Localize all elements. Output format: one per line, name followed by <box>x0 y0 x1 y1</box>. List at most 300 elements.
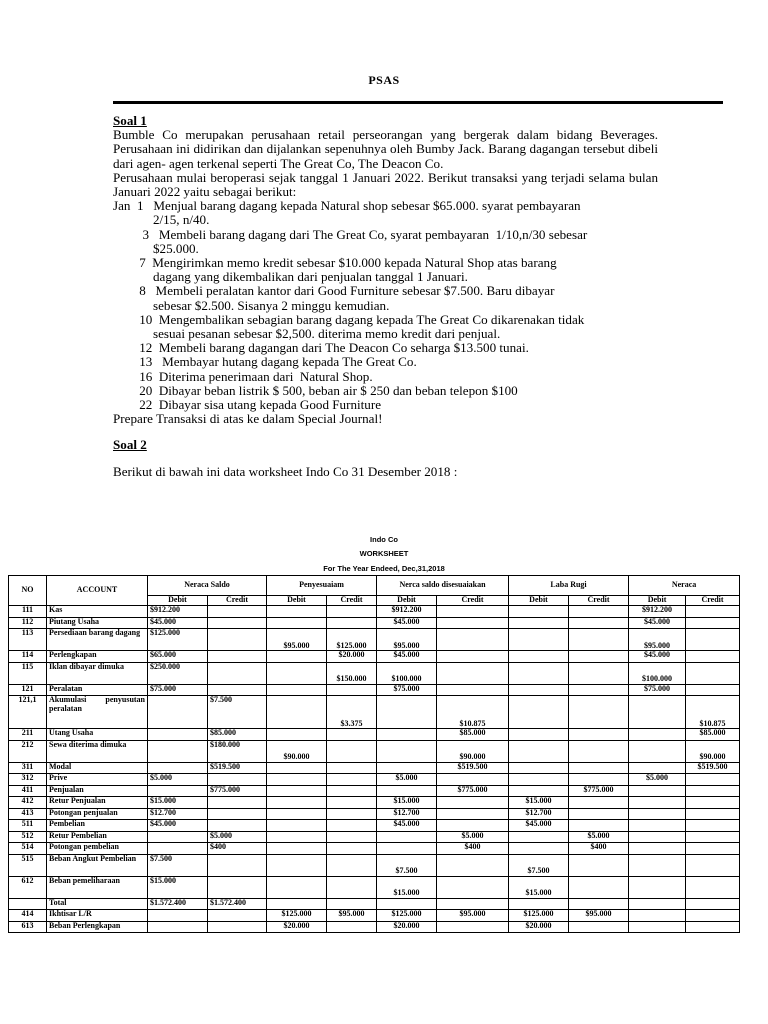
cell-amount <box>686 854 740 876</box>
cell-amount <box>327 876 377 898</box>
worksheet-row <box>9 684 740 696</box>
cell-amount <box>267 774 327 786</box>
cell-amount: $20.000 <box>377 921 437 933</box>
cell-amount <box>208 774 267 786</box>
cell-amount: $65.000 <box>148 651 208 663</box>
cell-amount <box>509 629 569 651</box>
cell-no: 312 <box>9 774 47 786</box>
cell-account: Beban Perlengkapan <box>47 921 148 933</box>
cell-amount: $125.000 <box>509 910 569 922</box>
cell-amount: $15.000 <box>148 876 208 898</box>
cell-amount <box>686 910 740 922</box>
cell-amount <box>327 820 377 832</box>
transaction-line: 22 Dibayar sisa utang kepada Good Furniture <box>113 397 381 413</box>
cell-amount <box>148 696 208 729</box>
cell-amount <box>267 831 327 843</box>
transaction-line: 13 Membayar hutang dagang kepada The Great Co. <box>113 354 417 370</box>
cell-amount <box>208 651 267 663</box>
cell-amount <box>267 696 327 729</box>
worksheet-name: WORKSHEET <box>359 549 409 558</box>
cell-amount <box>327 729 377 741</box>
cell-amount: $1.572.400 <box>208 898 267 910</box>
cell-amount: $7.500 <box>509 854 569 876</box>
worksheet-row <box>9 831 740 843</box>
cell-amount: $7.500 <box>148 854 208 876</box>
cell-no: 112 <box>9 617 47 629</box>
cell-amount <box>686 785 740 797</box>
header-credit: Credit <box>327 596 377 606</box>
worksheet-row <box>9 729 740 741</box>
cell-account: Penjualan <box>47 785 148 797</box>
cell-amount: $85.000 <box>437 729 509 741</box>
cell-amount <box>208 820 267 832</box>
header-debit: Debit <box>148 596 208 606</box>
cell-amount <box>327 843 377 855</box>
cell-amount: $519.500 <box>208 762 267 774</box>
cell-amount <box>327 762 377 774</box>
cell-amount <box>327 785 377 797</box>
cell-amount: $125.000 <box>148 629 208 651</box>
cell-account: Beban pemeliharaan <box>47 876 148 898</box>
cell-amount <box>509 898 569 910</box>
cell-amount <box>377 785 437 797</box>
cell-amount <box>148 843 208 855</box>
cell-amount: $125.000 <box>327 629 377 651</box>
cell-amount <box>208 797 267 809</box>
cell-amount <box>509 740 569 762</box>
cell-amount <box>327 854 377 876</box>
cell-amount <box>629 921 686 933</box>
cell-amount: $775.000 <box>208 785 267 797</box>
cell-amount <box>267 651 327 663</box>
worksheet-row <box>9 629 740 651</box>
cell-amount <box>509 762 569 774</box>
cell-amount <box>686 808 740 820</box>
cell-account: Utang Usaha <box>47 729 148 741</box>
cell-account: Potongan penjualan <box>47 808 148 820</box>
cell-no: 212 <box>9 740 47 762</box>
cell-amount <box>208 808 267 820</box>
cell-amount <box>629 729 686 741</box>
cell-amount <box>437 606 509 618</box>
header-debit: Debit <box>629 596 686 606</box>
cell-amount: $3.375 <box>327 696 377 729</box>
transaction-line: 20 Dibayar beban listrik $ 500, beban air $ 250 dan beban telepon $100 <box>113 382 518 398</box>
cell-amount: $180.000 <box>208 740 267 762</box>
transaction-line: 3 Membeli barang dagang dari The Great Co, syarat pembayaran 1/10,n/30 sebesar <box>113 226 588 242</box>
cell-amount <box>267 606 327 618</box>
cell-no: 413 <box>9 808 47 820</box>
transaction-line: 10 Mengembalikan sebagian barang dagang kepada The Great Co dikarenakan tidak <box>113 311 585 327</box>
cell-amount <box>377 831 437 843</box>
cell-amount <box>569 651 629 663</box>
cell-no: 412 <box>9 797 47 809</box>
soal1-heading: Soal 1 <box>113 113 147 128</box>
cell-amount <box>509 831 569 843</box>
cell-amount <box>267 843 327 855</box>
cell-account: Potongan pembelian <box>47 843 148 855</box>
header-group: Neraca Saldo <box>148 576 267 596</box>
cell-amount: $45.000 <box>377 617 437 629</box>
soal1-para1: Bumble Co merupakan perusahaan retail perseorangan yang bergerak dalam bidang Beverages. Perusahaan ini didirikan dan dijalankan sepenuhnya oleh Bumby Jack. Barang dagangan tersebut dibeli dari agen- agen terkenal seperti The Great Co, The Deacon Co. <box>113 127 658 171</box>
cell-account: Peralatan <box>47 684 148 696</box>
worksheet-period: For The Year Endeed, Dec,31,2018 <box>323 564 445 573</box>
cell-amount <box>509 651 569 663</box>
cell-account: Akumulasi penyusutan peralatan <box>47 696 148 729</box>
cell-amount <box>327 797 377 809</box>
cell-no: 121 <box>9 684 47 696</box>
transaction-line: Jan 1 Menjual barang dagang kepada Natural shop sebesar $65.000. syarat pembayaran <box>113 198 581 214</box>
cell-amount <box>569 729 629 741</box>
cell-amount <box>148 831 208 843</box>
cell-no: 211 <box>9 729 47 741</box>
cell-no: 114 <box>9 651 47 663</box>
cell-amount: $5.000 <box>629 774 686 786</box>
cell-no: 511 <box>9 820 47 832</box>
cell-amount <box>686 820 740 832</box>
cell-account: Beban Angkut Pembelian <box>47 854 148 876</box>
cell-no: 612 <box>9 876 47 898</box>
cell-amount <box>208 921 267 933</box>
header-credit: Credit <box>437 596 509 606</box>
cell-amount: $20.000 <box>267 921 327 933</box>
cell-amount <box>208 606 267 618</box>
cell-amount <box>437 774 509 786</box>
cell-amount: $912.200 <box>377 606 437 618</box>
worksheet-row <box>9 762 740 774</box>
header-debit: Debit <box>509 596 569 606</box>
cell-amount <box>437 797 509 809</box>
cell-amount: $95.000 <box>327 910 377 922</box>
cell-amount: $10.875 <box>437 696 509 729</box>
cell-amount <box>267 617 327 629</box>
cell-amount <box>377 740 437 762</box>
cell-amount: $250.000 <box>148 662 208 684</box>
header-group: Laba Rugi <box>509 576 629 596</box>
header-group: Nerca saldo disesuaiakan <box>377 576 509 596</box>
cell-amount: $12.700 <box>377 808 437 820</box>
cell-account: Retur Pembelian <box>47 831 148 843</box>
worksheet-row <box>9 876 740 898</box>
worksheet-company: Indo Co <box>370 535 398 544</box>
cell-amount <box>437 876 509 898</box>
cell-amount: $7.500 <box>208 696 267 729</box>
cell-amount <box>208 662 267 684</box>
cell-no: 515 <box>9 854 47 876</box>
cell-amount: $400 <box>437 843 509 855</box>
header-credit: Credit <box>569 596 629 606</box>
cell-amount <box>377 762 437 774</box>
cell-amount: $95.000 <box>267 629 327 651</box>
cell-amount <box>686 921 740 933</box>
cell-amount: $75.000 <box>148 684 208 696</box>
cell-no: 512 <box>9 831 47 843</box>
cell-amount: $45.000 <box>148 820 208 832</box>
soal1-closing: Prepare Transaksi di atas ke dalam Special Journal! <box>113 411 383 427</box>
cell-account: Total <box>47 898 148 910</box>
cell-amount <box>208 876 267 898</box>
cell-amount <box>509 696 569 729</box>
cell-amount: $15.000 <box>509 797 569 809</box>
transaction-line: 16 Diterima penerimaan dari Natural Shop. <box>113 368 373 384</box>
cell-amount <box>686 898 740 910</box>
worksheet-row <box>9 898 740 910</box>
worksheet-row <box>9 843 740 855</box>
cell-amount <box>208 854 267 876</box>
cell-amount <box>509 662 569 684</box>
worksheet-row <box>9 740 740 762</box>
cell-amount <box>267 785 327 797</box>
cell-amount: $10.875 <box>686 696 740 729</box>
cell-amount <box>629 854 686 876</box>
cell-amount: $519.500 <box>437 762 509 774</box>
cell-amount <box>437 617 509 629</box>
cell-amount: $90.000 <box>437 740 509 762</box>
cell-amount: $45.000 <box>629 617 686 629</box>
cell-amount <box>686 684 740 696</box>
cell-amount: $90.000 <box>686 740 740 762</box>
cell-amount: $100.000 <box>377 662 437 684</box>
cell-amount <box>327 831 377 843</box>
cell-amount <box>267 662 327 684</box>
header-credit: Credit <box>208 596 267 606</box>
cell-amount: $15.000 <box>377 876 437 898</box>
soal2-heading: Soal 2 <box>113 437 147 453</box>
cell-amount <box>629 740 686 762</box>
cell-amount: $150.000 <box>327 662 377 684</box>
cell-account: Retur Penjualan <box>47 797 148 809</box>
cell-amount <box>327 617 377 629</box>
cell-no <box>9 898 47 910</box>
cell-amount <box>569 921 629 933</box>
title-divider <box>113 101 723 104</box>
cell-amount <box>569 617 629 629</box>
cell-amount: $15.000 <box>377 797 437 809</box>
cell-no: 311 <box>9 762 47 774</box>
cell-amount <box>629 808 686 820</box>
cell-amount <box>267 876 327 898</box>
cell-amount <box>437 854 509 876</box>
cell-no: 613 <box>9 921 47 933</box>
cell-amount <box>377 729 437 741</box>
cell-amount <box>327 898 377 910</box>
cell-amount: $15.000 <box>509 876 569 898</box>
worksheet-row <box>9 910 740 922</box>
cell-amount: $45.000 <box>509 820 569 832</box>
worksheet-row <box>9 854 740 876</box>
cell-amount <box>208 617 267 629</box>
cell-amount <box>437 820 509 832</box>
soal2-intro: Berikut di bawah ini data worksheet Indo Co 31 Desember 2018 : <box>113 463 458 479</box>
cell-account: Kas <box>47 606 148 618</box>
cell-amount <box>208 629 267 651</box>
cell-account: Sewa diterima dimuka <box>47 740 148 762</box>
cell-amount: $912.200 <box>148 606 208 618</box>
cell-amount: $5.000 <box>377 774 437 786</box>
transaction-line: 8 Membeli peralatan kantor dari Good Furniture sebesar $7.500. Baru dibayar <box>113 283 555 299</box>
cell-amount <box>437 662 509 684</box>
soal1-para2: Perusahaan mulai beroperasi sejak tanggal 1 Januari 2022. Berikut transaksi yang terjadi selama bulan Januari 2022 yaitu sebagai berikut: <box>113 169 658 200</box>
cell-no: 121,1 <box>9 696 47 729</box>
cell-account: Prive <box>47 774 148 786</box>
cell-amount: $95.000 <box>629 629 686 651</box>
cell-amount: $75.000 <box>629 684 686 696</box>
cell-amount <box>629 831 686 843</box>
header-account: ACCOUNT <box>47 576 148 606</box>
transaction-continuation: 2/15, n/40. <box>153 212 210 228</box>
document-body <box>113 114 658 479</box>
cell-amount <box>267 797 327 809</box>
cell-amount <box>437 921 509 933</box>
transaction-continuation: sebesar $2.500. Sisanya 2 minggu kemudian. <box>153 297 390 313</box>
cell-no: 414 <box>9 910 47 922</box>
cell-amount <box>377 843 437 855</box>
header-debit: Debit <box>267 596 327 606</box>
cell-amount: $5.000 <box>437 831 509 843</box>
cell-amount <box>267 684 327 696</box>
cell-amount <box>629 797 686 809</box>
cell-amount <box>569 898 629 910</box>
cell-amount <box>686 606 740 618</box>
worksheet-row <box>9 696 740 729</box>
cell-amount <box>569 808 629 820</box>
cell-amount <box>569 662 629 684</box>
transaction-continuation: $25.000. <box>153 240 199 256</box>
cell-amount: $45.000 <box>377 651 437 663</box>
cell-account: Perlengkapan <box>47 651 148 663</box>
cell-amount <box>148 740 208 762</box>
cell-amount <box>509 729 569 741</box>
cell-amount <box>569 854 629 876</box>
cell-amount <box>686 843 740 855</box>
cell-amount <box>327 921 377 933</box>
cell-amount: $90.000 <box>267 740 327 762</box>
worksheet-row <box>9 651 740 663</box>
cell-amount <box>377 696 437 729</box>
transaction-line: 7 Mengirimkan memo kredit sebesar $10.000 kepada Natural Shop atas barang <box>113 255 557 271</box>
cell-amount <box>509 617 569 629</box>
cell-amount <box>437 898 509 910</box>
cell-amount: $75.000 <box>377 684 437 696</box>
cell-amount: $45.000 <box>377 820 437 832</box>
cell-amount <box>267 808 327 820</box>
cell-amount <box>327 740 377 762</box>
cell-amount <box>208 910 267 922</box>
cell-account: Iklan dibayar dimuka <box>47 662 148 684</box>
worksheet-row <box>9 921 740 933</box>
cell-amount <box>148 785 208 797</box>
cell-no: 514 <box>9 843 47 855</box>
transaction-line: 12 Membeli barang dagangan dari The Deacon Co seharga $13.500 tunai. <box>113 340 529 356</box>
cell-amount <box>569 629 629 651</box>
header-group: Neraca <box>629 576 740 596</box>
cell-amount: $400 <box>208 843 267 855</box>
cell-amount: $95.000 <box>437 910 509 922</box>
cell-amount: $20.000 <box>509 921 569 933</box>
cell-amount <box>509 774 569 786</box>
cell-amount <box>629 898 686 910</box>
cell-amount: $125.000 <box>377 910 437 922</box>
cell-amount: $519.500 <box>686 762 740 774</box>
cell-amount <box>629 820 686 832</box>
cell-amount: $5.000 <box>569 831 629 843</box>
cell-account: Pembelian <box>47 820 148 832</box>
cell-amount <box>629 843 686 855</box>
cell-amount <box>148 921 208 933</box>
cell-amount: $7.500 <box>377 854 437 876</box>
cell-amount: $775.000 <box>437 785 509 797</box>
cell-amount <box>267 854 327 876</box>
cell-account: Modal <box>47 762 148 774</box>
cell-amount <box>569 684 629 696</box>
cell-amount <box>327 684 377 696</box>
worksheet-row <box>9 606 740 618</box>
cell-amount: $12.700 <box>509 808 569 820</box>
cell-amount: $1.572.400 <box>148 898 208 910</box>
cell-amount: $85.000 <box>208 729 267 741</box>
cell-amount <box>327 606 377 618</box>
cell-amount <box>148 762 208 774</box>
cell-amount: $775.000 <box>569 785 629 797</box>
cell-amount <box>629 785 686 797</box>
worksheet-row <box>9 662 740 684</box>
cell-amount <box>267 898 327 910</box>
cell-amount <box>686 629 740 651</box>
cell-amount: $15.000 <box>148 797 208 809</box>
cell-amount <box>686 797 740 809</box>
cell-amount: $95.000 <box>569 910 629 922</box>
cell-account: Persediaan barang dagang <box>47 629 148 651</box>
cell-amount <box>569 762 629 774</box>
cell-amount: $5.000 <box>208 831 267 843</box>
cell-amount <box>327 774 377 786</box>
cell-amount <box>509 843 569 855</box>
cell-account: Piutang Usaha <box>47 617 148 629</box>
cell-amount <box>377 898 437 910</box>
cell-amount <box>569 797 629 809</box>
cell-amount <box>569 774 629 786</box>
cell-amount <box>327 808 377 820</box>
cell-amount: $912.200 <box>629 606 686 618</box>
cell-amount <box>569 876 629 898</box>
header-debit: Debit <box>377 596 437 606</box>
cell-amount: $95.000 <box>377 629 437 651</box>
cell-amount <box>267 820 327 832</box>
worksheet-row <box>9 797 740 809</box>
cell-amount: $125.000 <box>267 910 327 922</box>
cell-amount <box>437 808 509 820</box>
cell-amount <box>509 606 569 618</box>
cell-no: 113 <box>9 629 47 651</box>
cell-amount: $45.000 <box>629 651 686 663</box>
worksheet-row <box>9 808 740 820</box>
cell-amount <box>509 684 569 696</box>
cell-amount: $100.000 <box>629 662 686 684</box>
transaction-continuation: sesuai pesanan sebesar $2,500. diterima memo kredit dari penjual. <box>153 326 501 342</box>
cell-amount <box>437 684 509 696</box>
worksheet-table <box>8 575 740 933</box>
cell-amount <box>686 831 740 843</box>
cell-no: 411 <box>9 785 47 797</box>
cell-amount <box>208 684 267 696</box>
cell-amount <box>569 696 629 729</box>
cell-amount: $5.000 <box>148 774 208 786</box>
cell-amount <box>629 762 686 774</box>
cell-amount <box>509 785 569 797</box>
cell-amount <box>569 606 629 618</box>
header-credit: Credit <box>686 596 740 606</box>
cell-amount <box>437 629 509 651</box>
